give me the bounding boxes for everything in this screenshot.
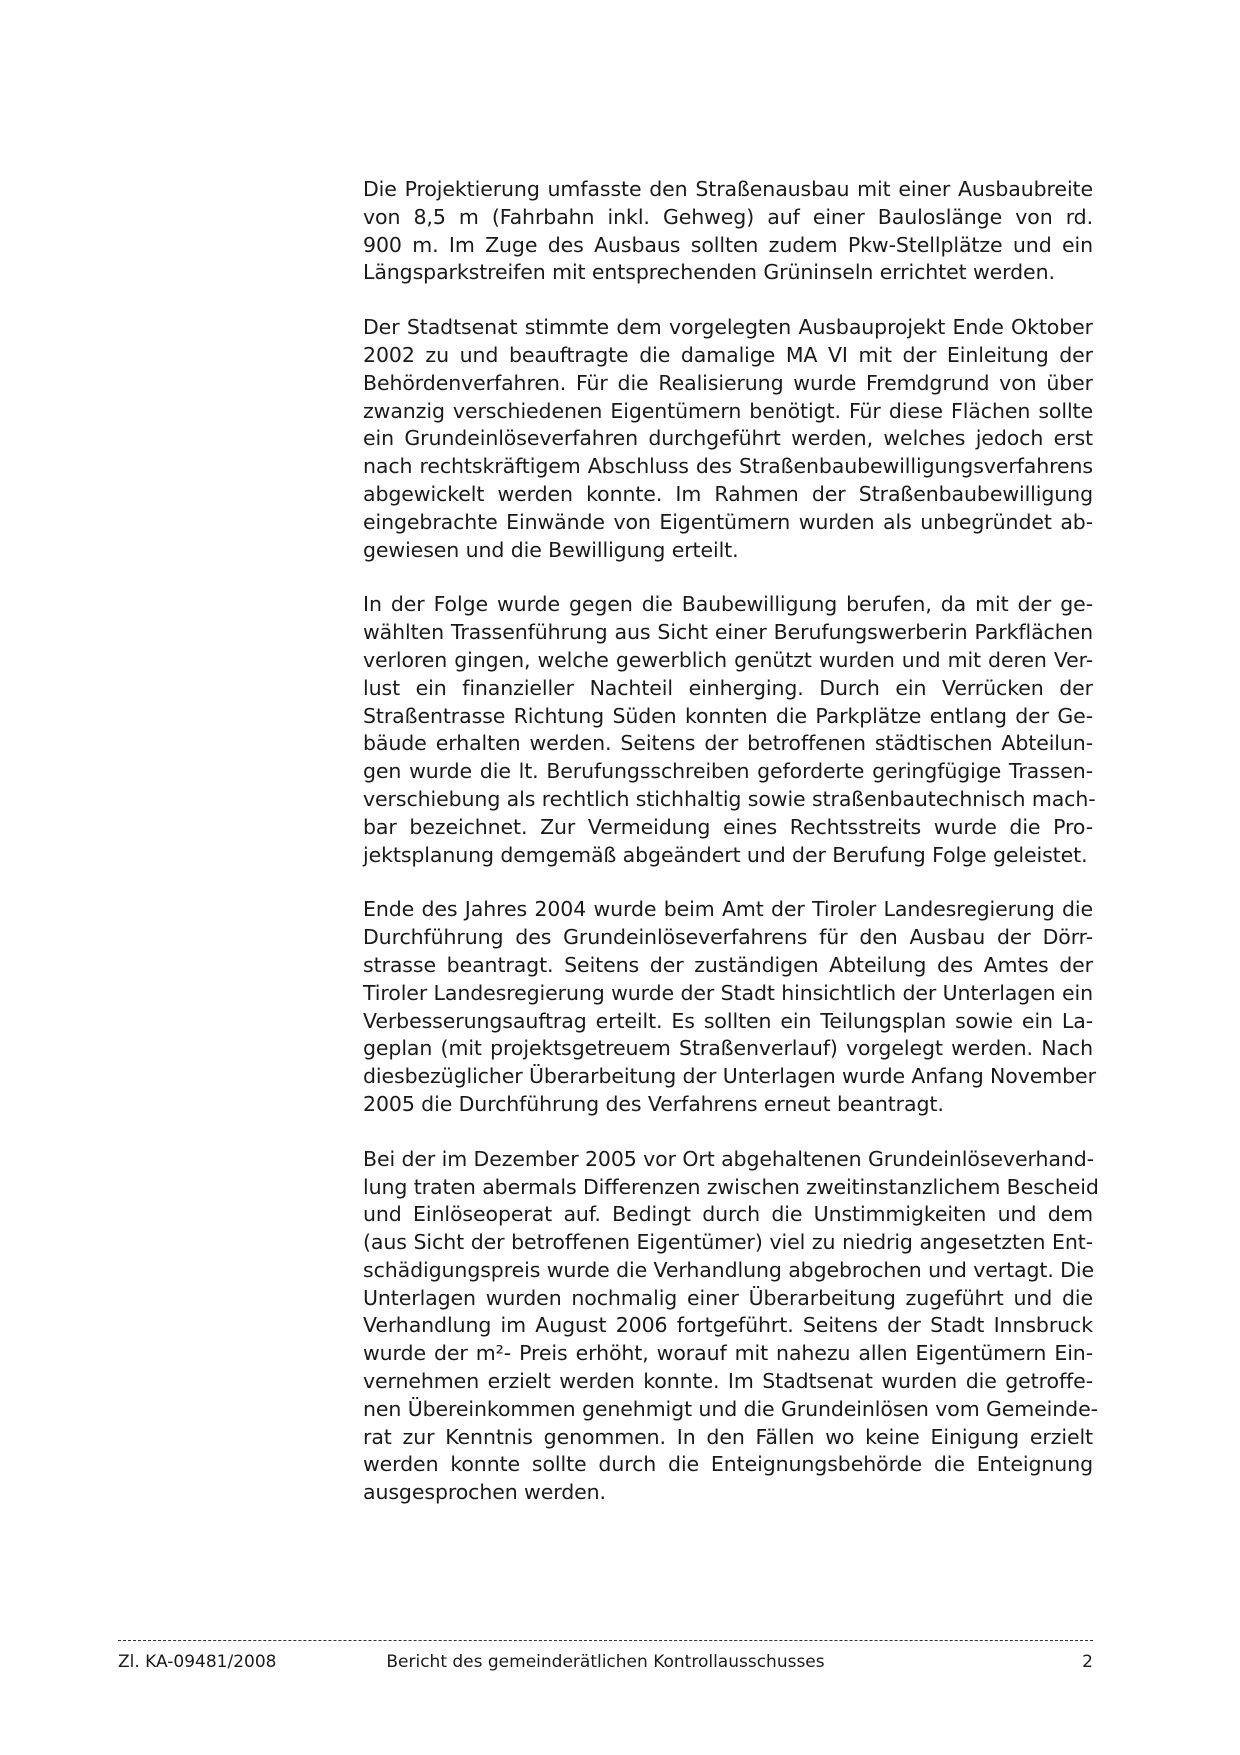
text-line: geplan (mit projektsgetreuem Straßenverlauf) vorgelegt werden. Nach — [363, 1036, 1093, 1061]
text-line: von 8,5 m (Fahrbahn inkl. Gehweg) auf einer Bauloslänge von rd. — [363, 204, 1093, 229]
text-line: zwanzig verschiedenen Eigentümern benötigt. Für diese Flächen sollte — [363, 398, 1093, 423]
body-text — [363, 176, 1099, 1534]
text-line: ein Grundeinlöseverfahren durchgeführt werden, welches jedoch erst — [363, 426, 1093, 451]
text-line: Verbesserungsauftrag erteilt. Es sollten ein Teilungsplan sowie ein La- — [363, 1008, 1093, 1033]
text-line: Der Stadtsenat stimmte dem vorgelegten Ausbauprojekt Ende Oktober — [363, 315, 1093, 340]
text-line: und Einlöseoperat auf. Bedingt durch die Unstimmigkeiten und dem — [363, 1202, 1093, 1227]
text-line: Verhandlung im August 2006 fortgeführt. Seitens der Stadt Innsbruck — [363, 1313, 1093, 1338]
text-line: schädigungspreis wurde die Verhandlung abgebrochen und vertagt. Die — [363, 1257, 1094, 1282]
paragraph-berufung — [363, 591, 1096, 869]
text-line: strasse beantragt. Seitens der zuständigen Abteilung des Amtes der — [363, 952, 1093, 977]
text-line: abgewickelt werden konnte. Im Rahmen der Straßenbaubewilligung — [363, 481, 1093, 506]
text-line: Straßentrasse Richtung Süden konnten die Parkplätze entlang der Ge- — [363, 703, 1093, 728]
text-line: nach rechtskräftigem Abschluss des Straßenbaubewilligungsverfahrens — [363, 454, 1093, 479]
footer-document-id: Zl. KA-09481/2008 — [118, 1652, 277, 1672]
text-line: nen Übereinkommen genehmigt und die Grundeinlösen vom Gemeinde- — [363, 1396, 1098, 1421]
text-line: 2002 zu und beauftragte die damalige MA VI mit der Einleitung der — [363, 342, 1093, 367]
footer-divider — [118, 1640, 1093, 1641]
text-line: gen wurde die lt. Berufungsschreiben geforderte geringfügige Trassen- — [363, 759, 1093, 784]
text-line: In der Folge wurde gegen die Baubewilligung berufen, da mit der ge- — [363, 592, 1093, 617]
text-line: Durchführung des Grundeinlöseverfahrens für den Ausbau der Dörr- — [363, 925, 1093, 950]
footer-page-number: 2 — [1082, 1652, 1093, 1672]
paragraph-stadtsenat — [363, 314, 1093, 564]
text-line: Behördenverfahren. Für die Realisierung wurde Fremdgrund von über — [363, 370, 1093, 395]
text-line: wurde der m²- Preis erhöht, worauf mit nahezu allen Eigentümern Ein- — [363, 1341, 1093, 1366]
text-line: ausgesprochen werden. — [363, 1480, 606, 1505]
text-line: bäude erhalten werden. Seitens der betroffenen städtischen Abteilun- — [363, 731, 1093, 756]
text-line: verschiebung als rechtlich stichhaltig sowie straßenbautechnisch mach- — [363, 786, 1096, 811]
footer-report-title: Bericht des gemeinderätlichen Kontrollausschusses — [386, 1652, 825, 1672]
text-line: lust ein finanzieller Nachteil einherging. Durch ein Verrücken der — [363, 675, 1093, 700]
text-line: eingebrachte Einwände von Eigentümern wurden als unbegründet ab- — [363, 509, 1093, 534]
text-line: lung traten abermals Differenzen zwischen zweitinstanzlichem Bescheid — [363, 1174, 1099, 1199]
text-line: Die Projektierung umfasste den Straßenausbau mit einer Ausbaubreite — [363, 177, 1093, 201]
paragraph-grundeinloeseverfahren — [363, 896, 1096, 1118]
text-line: (aus Sicht der betroffenen Eigentümer) viel zu niedrig angesetzten Ent- — [363, 1230, 1093, 1255]
text-line: Unterlagen wurden nochmalig einer Überarbeitung zugeführt und die — [363, 1285, 1093, 1310]
text-line: Längsparkstreifen mit entsprechenden Grüninseln errichtet werden. — [363, 260, 1055, 285]
text-line: Tiroler Landesregierung wurde der Stadt hinsichtlich der Unterlagen ein — [363, 980, 1093, 1005]
text-line: bar bezeichnet. Zur Vermeidung eines Rechtsstreits wurde die Pro- — [363, 814, 1093, 839]
text-line: 2005 die Durchführung des Verfahrens erneut beantragt. — [363, 1091, 944, 1116]
text-line: rat zur Kenntnis genommen. In den Fällen wo keine Einigung erzielt — [363, 1424, 1093, 1449]
text-line: jektsplanung demgemäß abgeändert und der Berufung Folge geleistet. — [363, 842, 1088, 867]
paragraph-verhandlung — [363, 1146, 1099, 1507]
paragraph-projektierung — [363, 176, 1093, 287]
text-line: werden konnte sollte durch die Enteignungsbehörde die Enteignung — [363, 1452, 1093, 1477]
text-line: diesbezüglicher Überarbeitung der Unterlagen wurde Anfang November — [363, 1064, 1096, 1089]
text-line: 900 m. Im Zuge des Ausbaus sollten zudem Pkw-Stellplätze und ein — [363, 232, 1093, 257]
text-line: gewiesen und die Bewilligung erteilt. — [363, 537, 739, 562]
text-line: Ende des Jahres 2004 wurde beim Amt der Tiroler Landesregierung die — [363, 897, 1093, 922]
text-line: Bei der im Dezember 2005 vor Ort abgehaltenen Grundeinlöseverhand- — [363, 1146, 1094, 1171]
page-footer — [118, 1650, 1093, 1678]
text-line: vernehmen erzielt werden konnte. Im Stadtsenat wurden die getroffe- — [363, 1369, 1093, 1394]
text-line: verloren gingen, welche gewerblich genützt wurden und mit deren Ver- — [363, 647, 1093, 672]
text-line: wählten Trassenführung aus Sicht einer Berufungswerberin Parkflächen — [363, 620, 1093, 645]
